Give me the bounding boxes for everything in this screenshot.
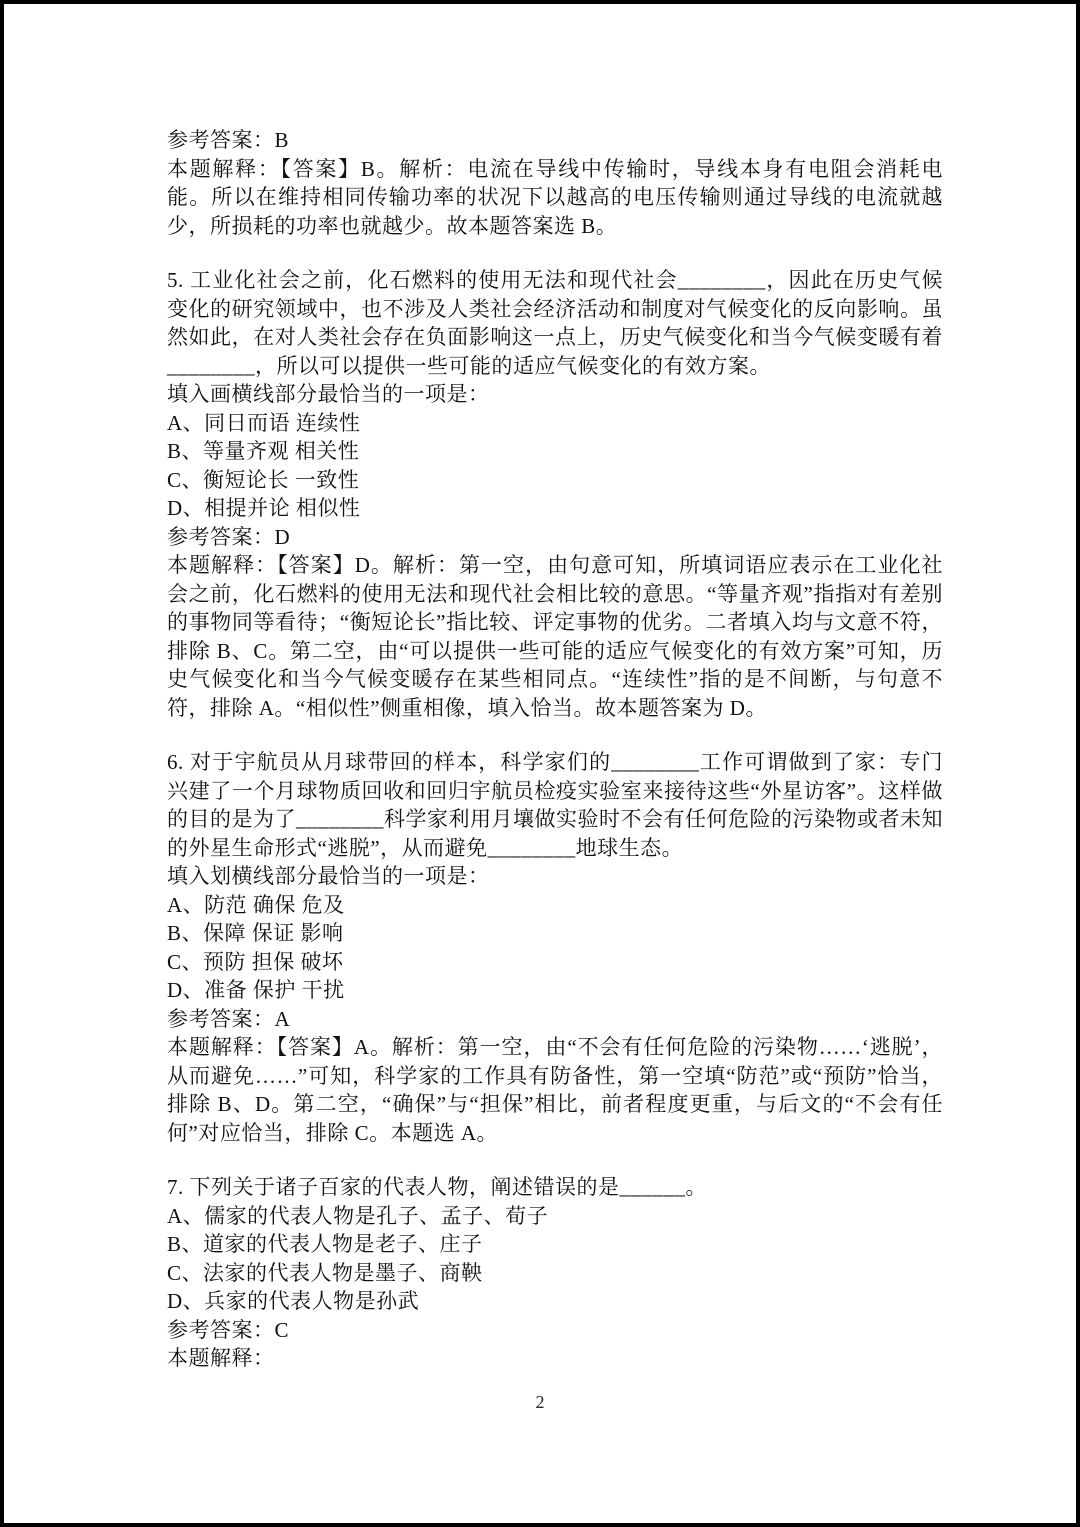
reference-answer-line: 参考答案：C	[167, 1317, 290, 1342]
option-d: D、相提并论 相似性	[167, 496, 361, 520]
explanation-label: 本题解释：	[167, 1346, 275, 1370]
question-block-5	[167, 266, 943, 722]
option-c: C、衡短论长 一致性	[167, 467, 360, 492]
question-stem: 5. 工业化社会之前，化石燃料的使用无法和现代社会________，因此在历史气候变化的研究领域中，也不涉及人类社会经济活动和制度对气候变化的反向影响。虽然如此，在对人类社会存在负面影响这一点上，历史气候变化和当今气候变暖有着________，所以可以提供一些可能的适应气候变化的有效方案。	[167, 268, 943, 378]
explanation-text: 本题解释：【答案】B。解析：电流在导线中传输时，导线本身有电阻会消耗电能。所以在维持相同传输功率的状况下以越高的电压传输则通过导线的电流就越少，所损耗的功率也就越少。故本题答案选 B。	[167, 156, 943, 238]
page-number: 2	[535, 1392, 545, 1412]
option-d: D、准备 保护 干扰	[167, 978, 345, 1002]
reference-answer-line: 参考答案：B	[167, 128, 290, 152]
explanation-text: 本题解释：【答案】A。解析：第一空，由“不会有任何危险的污染物……‘逃脱’，从而避免……”可知，科学家的工作具有防备性，第一空填“防范”或“预防”恰当，排除 B、D。第二空，“确保”与“担保”相比，前者程度更重，与后文的“不会有任何”对应恰当，排除 C。本题选 A。	[167, 1035, 943, 1145]
question-stem: 6. 对于宇航员从月球带回的样本，科学家们的________工作可谓做到了家：专门兴建了一个月球物质回收和回归宇航员检疫实验室来接待这些“外星访客”。这样做的目的是为了________科学家利用月壤做实验时不会有任何危险的污染物或者未知的外星生命形式“逃脱”，从而避免________地球生态。	[167, 750, 943, 860]
question-block-6	[167, 748, 943, 1147]
reference-answer-line: 参考答案：D	[167, 524, 291, 549]
question-stem: 7. 下列关于诸子百家的代表人物，阐述错误的是______。	[167, 1175, 707, 1199]
option-d: D、兵家的代表人物是孙武	[167, 1289, 420, 1313]
option-a: A、防范 确保 危及	[167, 892, 345, 917]
carryover-answer-block	[167, 126, 943, 240]
option-b: B、保障 保证 影响	[167, 921, 344, 945]
option-b: B、等量齐观 相关性	[167, 439, 360, 463]
explanation-text: 本题解释：【答案】D。解析：第一空，由句意可知，所填词语应表示在工业化社会之前，化石燃料的使用无法和现代社会相比较的意思。“等量齐观”指指对有差别的事物同等看待；“衡短论长”指比较、评定事物的优劣。二者填入均与文意不符，排除 B、C。第二空，由“可以提供一些可能的适应气候变化的有效方案”可知，历史气候变化和当今气候变暖存在某些相同点。“连续性”指的是不间断，与句意不符，排除 A。“相似性”侧重相像，填入恰当。故本题答案为 D。	[167, 553, 943, 720]
page-content	[167, 126, 943, 1373]
reference-answer-line: 参考答案：A	[167, 1006, 291, 1031]
option-c: C、法家的代表人物是墨子、商鞅	[167, 1260, 483, 1285]
fill-blank-prompt: 填入划横线部分最恰当的一项是：	[167, 864, 490, 888]
fill-blank-prompt: 填入画横线部分最恰当的一项是：	[167, 382, 490, 406]
option-c: C、预防 担保 破坏	[167, 949, 344, 974]
option-b: B、道家的代表人物是老子、庄子	[167, 1232, 483, 1256]
option-a: A、同日而语 连续性	[167, 410, 361, 435]
question-block-7	[167, 1173, 943, 1373]
option-a: A、儒家的代表人物是孔子、孟子、荀子	[167, 1203, 549, 1228]
